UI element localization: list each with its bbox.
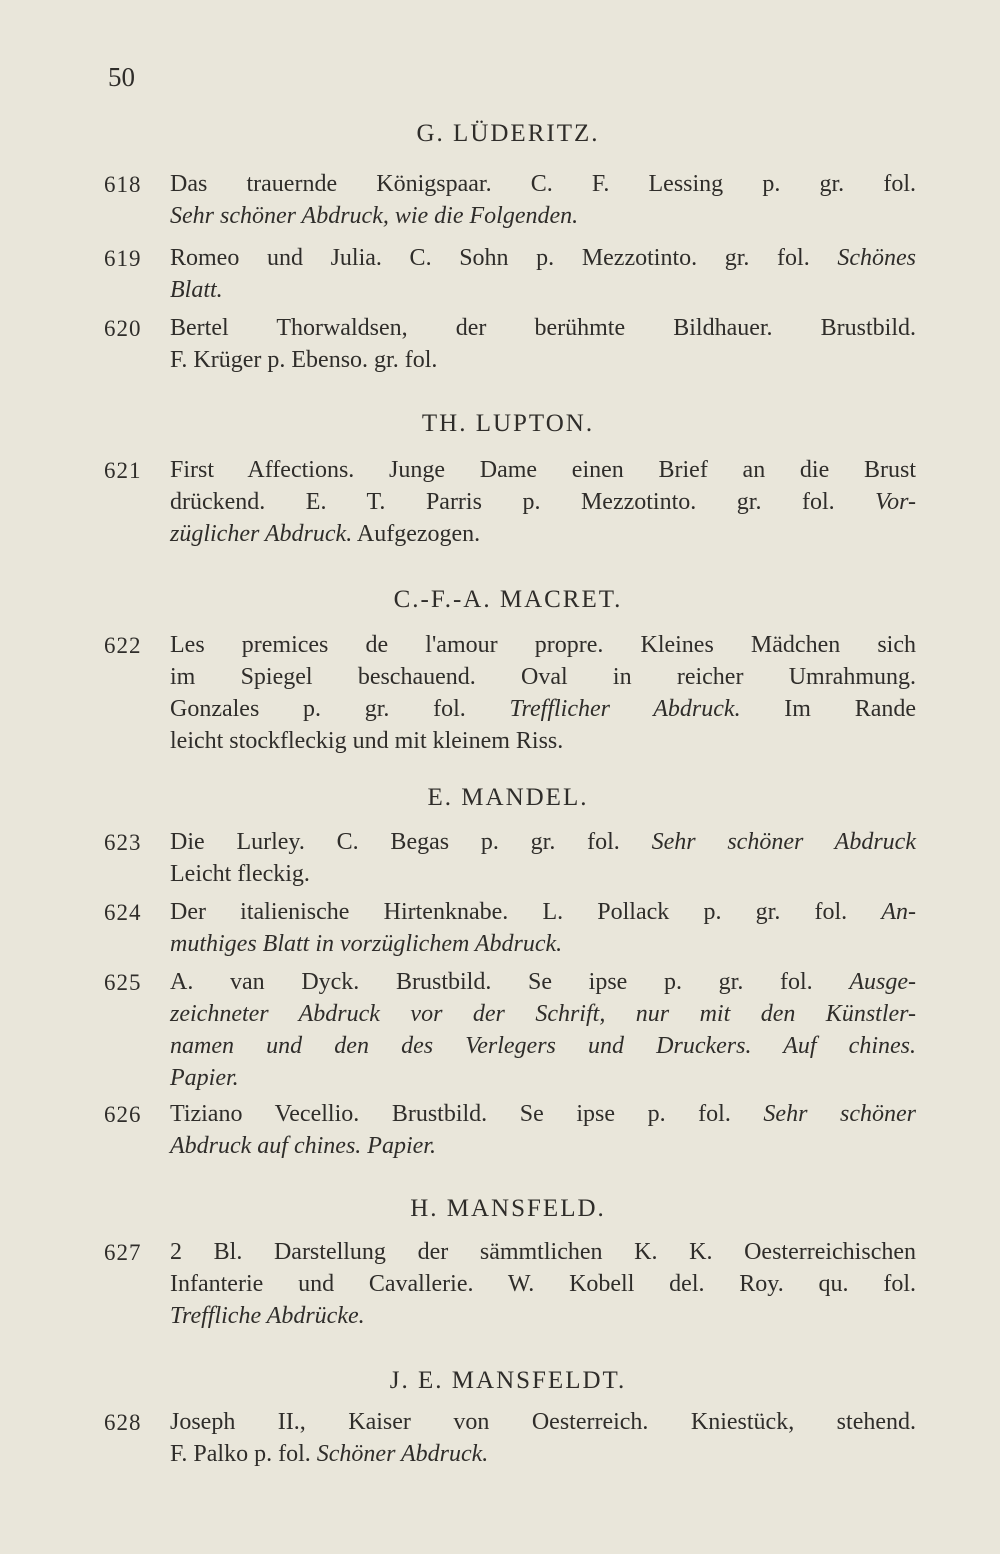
section-heading: TH. LUPTON. (421, 410, 595, 437)
italic-text: Abdruck auf chines. Papier. (170, 1133, 436, 1159)
catalog-entry (104, 316, 916, 380)
entry-number: 627 (104, 1240, 142, 1265)
entry-text: Der italienische Hirtenknabe. L. Pollack p. gr. fol. (170, 899, 882, 925)
entry-text: Infanterie und Cavallerie. W. Kobell del. Roy. qu. fol. (170, 1271, 916, 1297)
italic-text: muthiges Blatt in vorzüglichem Abdruck. (170, 931, 563, 957)
entry-number: 625 (104, 970, 142, 995)
entry-line (170, 242, 916, 274)
italic-text: Schöner Abdruck. (316, 1441, 489, 1467)
entry-line (170, 928, 916, 960)
entry-line (170, 1236, 916, 1268)
entry-text: im Spiegel beschauend. Oval in reicher Umrahmung. (170, 664, 916, 690)
entry-text: Leicht fleckig. (170, 861, 310, 887)
entry-text: Gonzales p. gr. fol. (170, 696, 510, 722)
entry-line (170, 486, 916, 518)
entry-line (170, 168, 916, 200)
entry-line (170, 1130, 916, 1162)
entry-number: 621 (104, 458, 142, 483)
catalog-entry (104, 830, 916, 894)
catalog-entry (104, 1102, 916, 1166)
page-number: 50 (108, 62, 135, 92)
italic-text: züglicher Abdruck. (170, 521, 353, 547)
italic-text: zeichneter Abdruck vor der Schrift, nur mit den Künstler- (170, 1001, 916, 1027)
italic-text: Schönes (837, 245, 916, 271)
italic-text: Ausge- (849, 969, 916, 995)
entry-text: drückend. E. T. Parris p. Mezzotinto. gr. fol. (170, 489, 876, 515)
entry-line (170, 1098, 916, 1130)
catalog-entry (104, 633, 916, 761)
entry-text: Joseph II., Kaiser von Oesterreich. Kniestück, stehend. (170, 1409, 916, 1435)
entry-text: 2 Bl. Darstellung der sämmtlichen K. K. Oesterreichischen (170, 1239, 916, 1265)
section-heading: G. LÜDERITZ. (416, 120, 600, 147)
entry-line (170, 725, 916, 757)
entry-number: 623 (104, 830, 142, 855)
section-heading: C.-F.-A. MACRET. (393, 586, 623, 613)
entry-text: Romeo und Julia. C. Sohn p. Mezzotinto. gr. fol. (170, 245, 838, 271)
entry-line (170, 1406, 916, 1438)
italic-text: An- (881, 899, 916, 925)
entry-line (170, 1300, 916, 1332)
entry-line (170, 1062, 916, 1094)
entry-number: 626 (104, 1102, 142, 1127)
entry-line (170, 1268, 916, 1300)
entry-number: 628 (104, 1410, 142, 1435)
entry-line (170, 1438, 916, 1470)
entry-text: Die Lurley. C. Begas p. gr. fol. (170, 829, 652, 855)
catalog-entry (104, 1410, 916, 1474)
entry-text: Tiziano Vecellio. Brustbild. Se ipse p. fol. (170, 1101, 764, 1127)
entry-line (170, 693, 916, 725)
italic-text: Trefflicher Abdruck. (509, 696, 741, 722)
entry-line (170, 518, 916, 550)
entry-line (170, 629, 916, 661)
entry-line (170, 200, 916, 232)
entry-text: F. Krüger p. Ebenso. gr. fol. (170, 347, 438, 373)
entry-text: Bertel Thorwaldsen, der berühmte Bildhauer. Brustbild. (170, 315, 916, 341)
italic-text: Sehr schöner Abdruck, wie die Folgenden. (170, 203, 579, 229)
entry-line (170, 454, 916, 486)
entry-line (170, 274, 916, 306)
catalog-entry (104, 900, 916, 964)
entry-line (170, 966, 916, 998)
entry-number: 620 (104, 316, 142, 341)
italic-text: Blatt. (170, 277, 223, 303)
section-heading: H. MANSFELD. (410, 1195, 606, 1222)
entry-line (170, 858, 916, 890)
entry-line (170, 344, 916, 376)
italic-text: namen und den des Verlegers und Druckers. Auf chines. (170, 1033, 916, 1059)
section-heading: E. MANDEL. (427, 784, 589, 811)
entry-line (170, 312, 916, 344)
entry-line (170, 1030, 916, 1062)
catalog-entry (104, 458, 916, 554)
catalog-entry (104, 1240, 916, 1336)
italic-text: Sehr schöner (763, 1101, 916, 1127)
italic-text: Sehr schöner Abdruck (651, 829, 916, 855)
italic-text: Vor- (875, 489, 916, 515)
entry-number: 624 (104, 900, 142, 925)
catalog-entry (104, 246, 916, 310)
italic-text: Papier. (170, 1065, 239, 1091)
entry-text: A. van Dyck. Brustbild. Se ipse p. gr. fol. (170, 969, 850, 995)
entry-line (170, 661, 916, 693)
entry-line (170, 998, 916, 1030)
entry-number: 622 (104, 633, 142, 658)
entry-number: 619 (104, 246, 142, 271)
entry-text: Aufgezogen. (352, 521, 481, 547)
italic-text: Treffliche Abdrücke. (170, 1303, 365, 1329)
entry-number: 618 (104, 172, 142, 197)
section-heading: J. E. MANSFELDT. (389, 1367, 627, 1394)
entry-line (170, 896, 916, 928)
entry-text: F. Palko p. fol. (170, 1441, 317, 1467)
entry-text: Das trauernde Königspaar. C. F. Lessing p. gr. fol. (170, 171, 916, 197)
entry-text: Les premices de l'amour propre. Kleines Mädchen sich (170, 632, 916, 658)
catalog-entry (104, 970, 916, 1098)
entry-line (170, 826, 916, 858)
entry-text: First Affections. Junge Dame einen Brief an die Brust (170, 457, 916, 483)
catalog-entry (104, 172, 916, 236)
entry-text: Im Rande (740, 696, 917, 722)
entry-text: leicht stockfleckig und mit kleinem Riss. (170, 728, 564, 754)
